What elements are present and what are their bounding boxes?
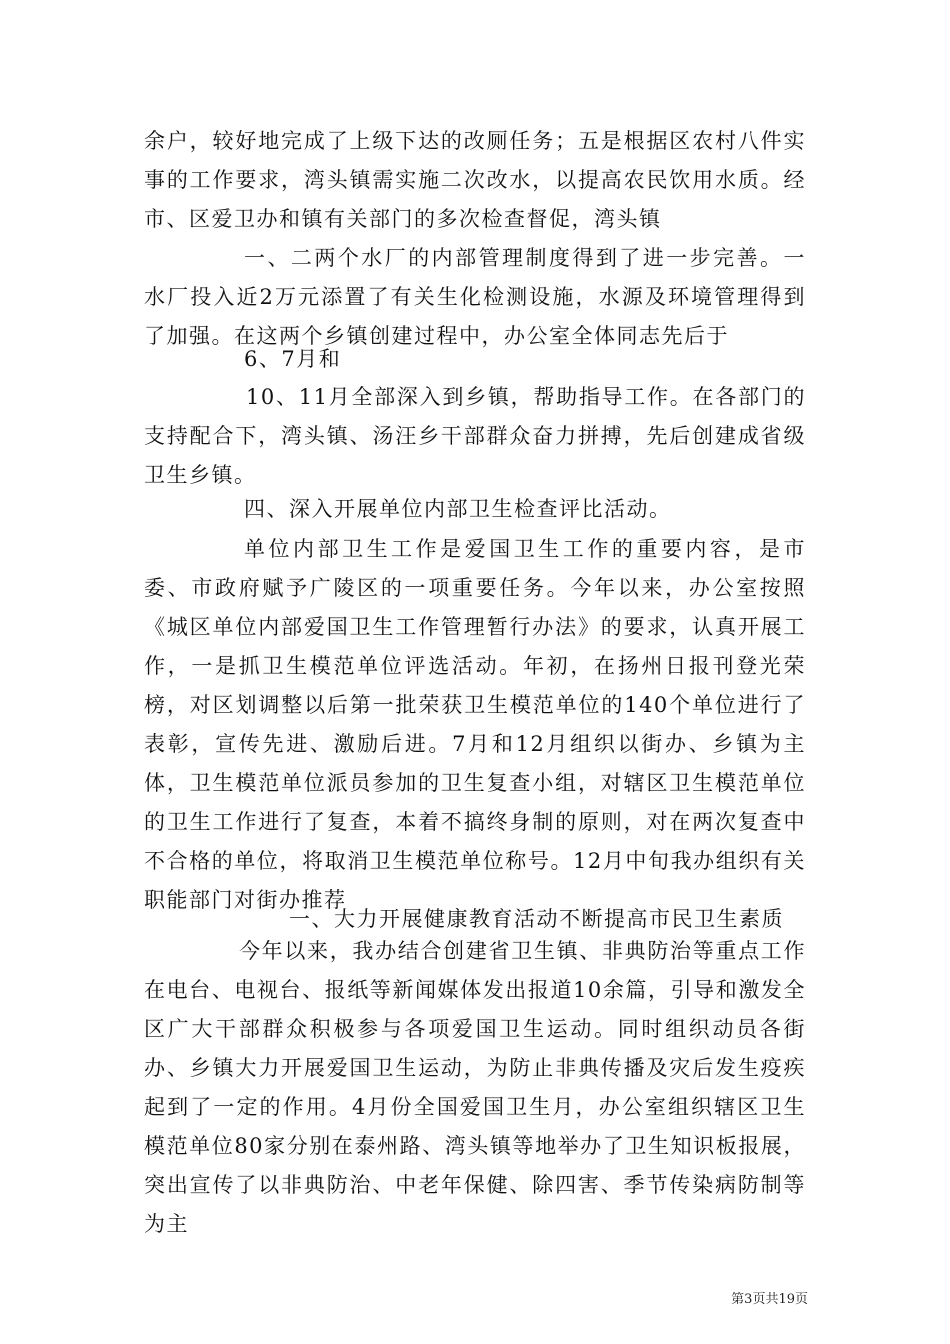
- section-heading-1: 一、大力开展健康教育活动不断提高市民卫生素质: [289, 907, 784, 931]
- paragraph-3: 6、7月和: [244, 347, 342, 371]
- paragraph-4: 10、11月全部深入到乡镇，帮助指导工作。在各部门的支持配合下，湾头镇、汤汪乡干部群众奋力拼搏，先后创建成省级卫生乡镇。: [144, 385, 806, 487]
- section-heading-4: 四、深入开展单位内部卫生检查评比活动。: [244, 497, 672, 521]
- paragraph-6: 今年以来，我办结合创建省卫生镇、非典防治等重点工作在电台、电视台、报纸等新闻媒体发出报道10余篇，引导和激发全区广大干部群众积极参与各项爱国卫生运动。同时组织动员各街办、乡镇大力开展爱国卫生运动，为防止非典传播及灾后发生疫疾起到了一定的作用。4月份全国爱国卫生月，办公室组织辖区卫生模范单位80家分别在泰州路、湾头镇等地举办了卫生知识板报展，突出宣传了以非典防治、中老年保健、除四害、季节传染病防制等为主: [144, 939, 806, 1236]
- paragraph-1: 余户，较好地完成了上级下达的改厕任务；五是根据区农村八件实事的工作要求，湾头镇需实施二次改水，以提高农民饮用水质。经市、区爱卫办和镇有关部门的多次检查督促，湾头镇: [144, 129, 806, 231]
- paragraph-2: 一、二两个水厂的内部管理制度得到了进一步完善。一水厂投入近2万元添置了有关生化检测设施，水源及环境管理得到了加强。在这两个乡镇创建过程中，办公室全体同志先后于: [144, 246, 806, 348]
- paragraph-5: 单位内部卫生工作是爱国卫生工作的重要内容，是市委、市政府赋予广陵区的一项重要任务。今年以来，办公室按照《城区单位内部爱国卫生工作管理暂行办法》的要求，认真开展工作，一是抓卫生模范单位评选活动。年初，在扬州日报刊登光荣榜，对区划调整以后第一批荣获卫生模范单位的140个单位进行了表彰，宣传先进、激励后进。7月和12月组织以街办、乡镇为主体，卫生模范单位派员参加的卫生复查小组，对辖区卫生模范单位的卫生工作进行了复查，本着不搞终身制的原则，对在两次复查中不合格的单位，将取消卫生模范单位称号。12月中旬我办组织有关职能部门对街办推荐: [144, 537, 806, 912]
- page-number: 第3页共19页: [731, 1292, 808, 1307]
